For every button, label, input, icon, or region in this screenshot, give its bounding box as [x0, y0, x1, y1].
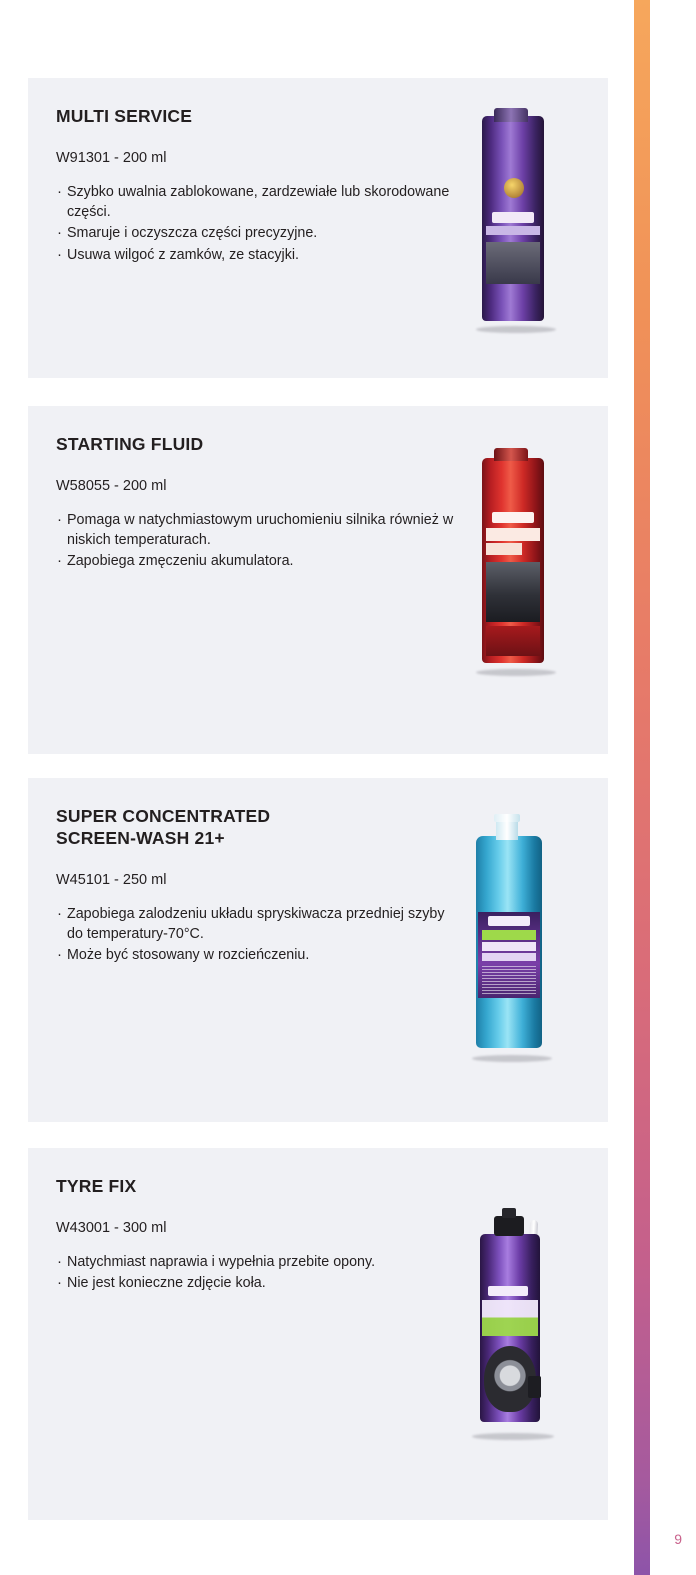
product-title-line2: SCREEN-WASH 21+ [56, 827, 225, 848]
product-title-line1: SUPER CONCENTRATED [56, 806, 271, 826]
product-code: W91301 - 200 ml [56, 149, 167, 166]
product-features [56, 904, 456, 966]
product-title: MULTI SERVICE [56, 106, 193, 126]
can-valve-top [502, 1208, 516, 1218]
product-card [28, 1148, 608, 1520]
starting-fluid-aerosol-can [476, 448, 556, 676]
brand-seal-icon [504, 178, 524, 198]
can-product-name-line1 [486, 528, 540, 541]
can-product-name-line2 [486, 543, 522, 555]
can-lower-panel [486, 626, 540, 656]
brand-logo [488, 1286, 528, 1296]
can-product-name-band [486, 226, 540, 235]
page-edge-inner-white [650, 0, 696, 1575]
can-shadow [476, 326, 556, 333]
can-shadow [476, 669, 556, 676]
product-card-text [56, 434, 456, 573]
list-item: · Pomaga w natychmiastowym uruchomieniu silnika również w niskich temperaturach. [56, 510, 456, 551]
brand-logo [488, 916, 530, 926]
product-title [56, 806, 456, 850]
can-product-name-band [482, 1300, 538, 1336]
product-card [28, 406, 608, 754]
multi-service-aerosol-can [476, 108, 556, 333]
product-title: TYRE FIX [56, 1176, 137, 1196]
tyre-fix-aerosol-can [472, 1194, 554, 1440]
can-hose-nozzle [528, 1376, 541, 1398]
product-card-text [56, 106, 456, 266]
product-code: W45101 - 250 ml [56, 871, 167, 888]
can-body [482, 458, 544, 663]
product-features [56, 182, 456, 265]
list-item: · Zapobiega zmęczeniu akumulatora. [56, 551, 456, 571]
label-text-line1 [482, 942, 536, 951]
brand-logo [492, 512, 534, 523]
can-cap [494, 448, 528, 461]
product-features [56, 510, 456, 572]
can-shadow [472, 1433, 554, 1440]
product-card-text [56, 1176, 456, 1294]
page-edge-stripe [634, 0, 650, 1575]
bottle-cap [494, 814, 520, 822]
product-code: W43001 - 300 ml [56, 1219, 167, 1236]
product-code: W58055 - 200 ml [56, 477, 167, 494]
list-item: · Smaruje i oczyszcza części precyzyjne. [56, 223, 456, 243]
list-item: · Szybko uwalnia zablokowane, zardzewiałe lub skorodowane części. [56, 182, 456, 223]
list-item: · Zapobiega zalodzeniu układu spryskiwacza przedniej szyby do temperatury-70°C. [56, 904, 456, 945]
product-card [28, 78, 608, 378]
page-number: 9 [674, 1531, 682, 1547]
list-item: · Usuwa wilgoć z zamków, ze stacyjki. [56, 245, 456, 265]
list-item: · Nie jest konieczne zdjęcie koła. [56, 1273, 456, 1293]
product-title: STARTING FLUID [56, 434, 204, 454]
can-photo-panel [486, 562, 540, 622]
can-valve [494, 1216, 524, 1236]
list-item: · Może być stosowany w rozcieńczeniu. [56, 945, 456, 965]
product-card [28, 778, 608, 1122]
can-cap [494, 108, 528, 122]
product-features [56, 1252, 456, 1294]
screen-wash-bottle [472, 814, 552, 1062]
can-photo-panel [486, 242, 540, 284]
bottle-shadow [472, 1055, 552, 1062]
list-item: · Natychmiast naprawia i wypełnia przebite opony. [56, 1252, 456, 1272]
label-green-band [482, 930, 536, 940]
product-card-text [56, 806, 456, 967]
can-body [482, 116, 544, 321]
product-list [28, 0, 608, 1575]
label-fine-print [482, 966, 536, 994]
bottle-body [476, 836, 542, 1048]
label-text-line2 [482, 953, 536, 961]
brand-logo [492, 212, 534, 223]
